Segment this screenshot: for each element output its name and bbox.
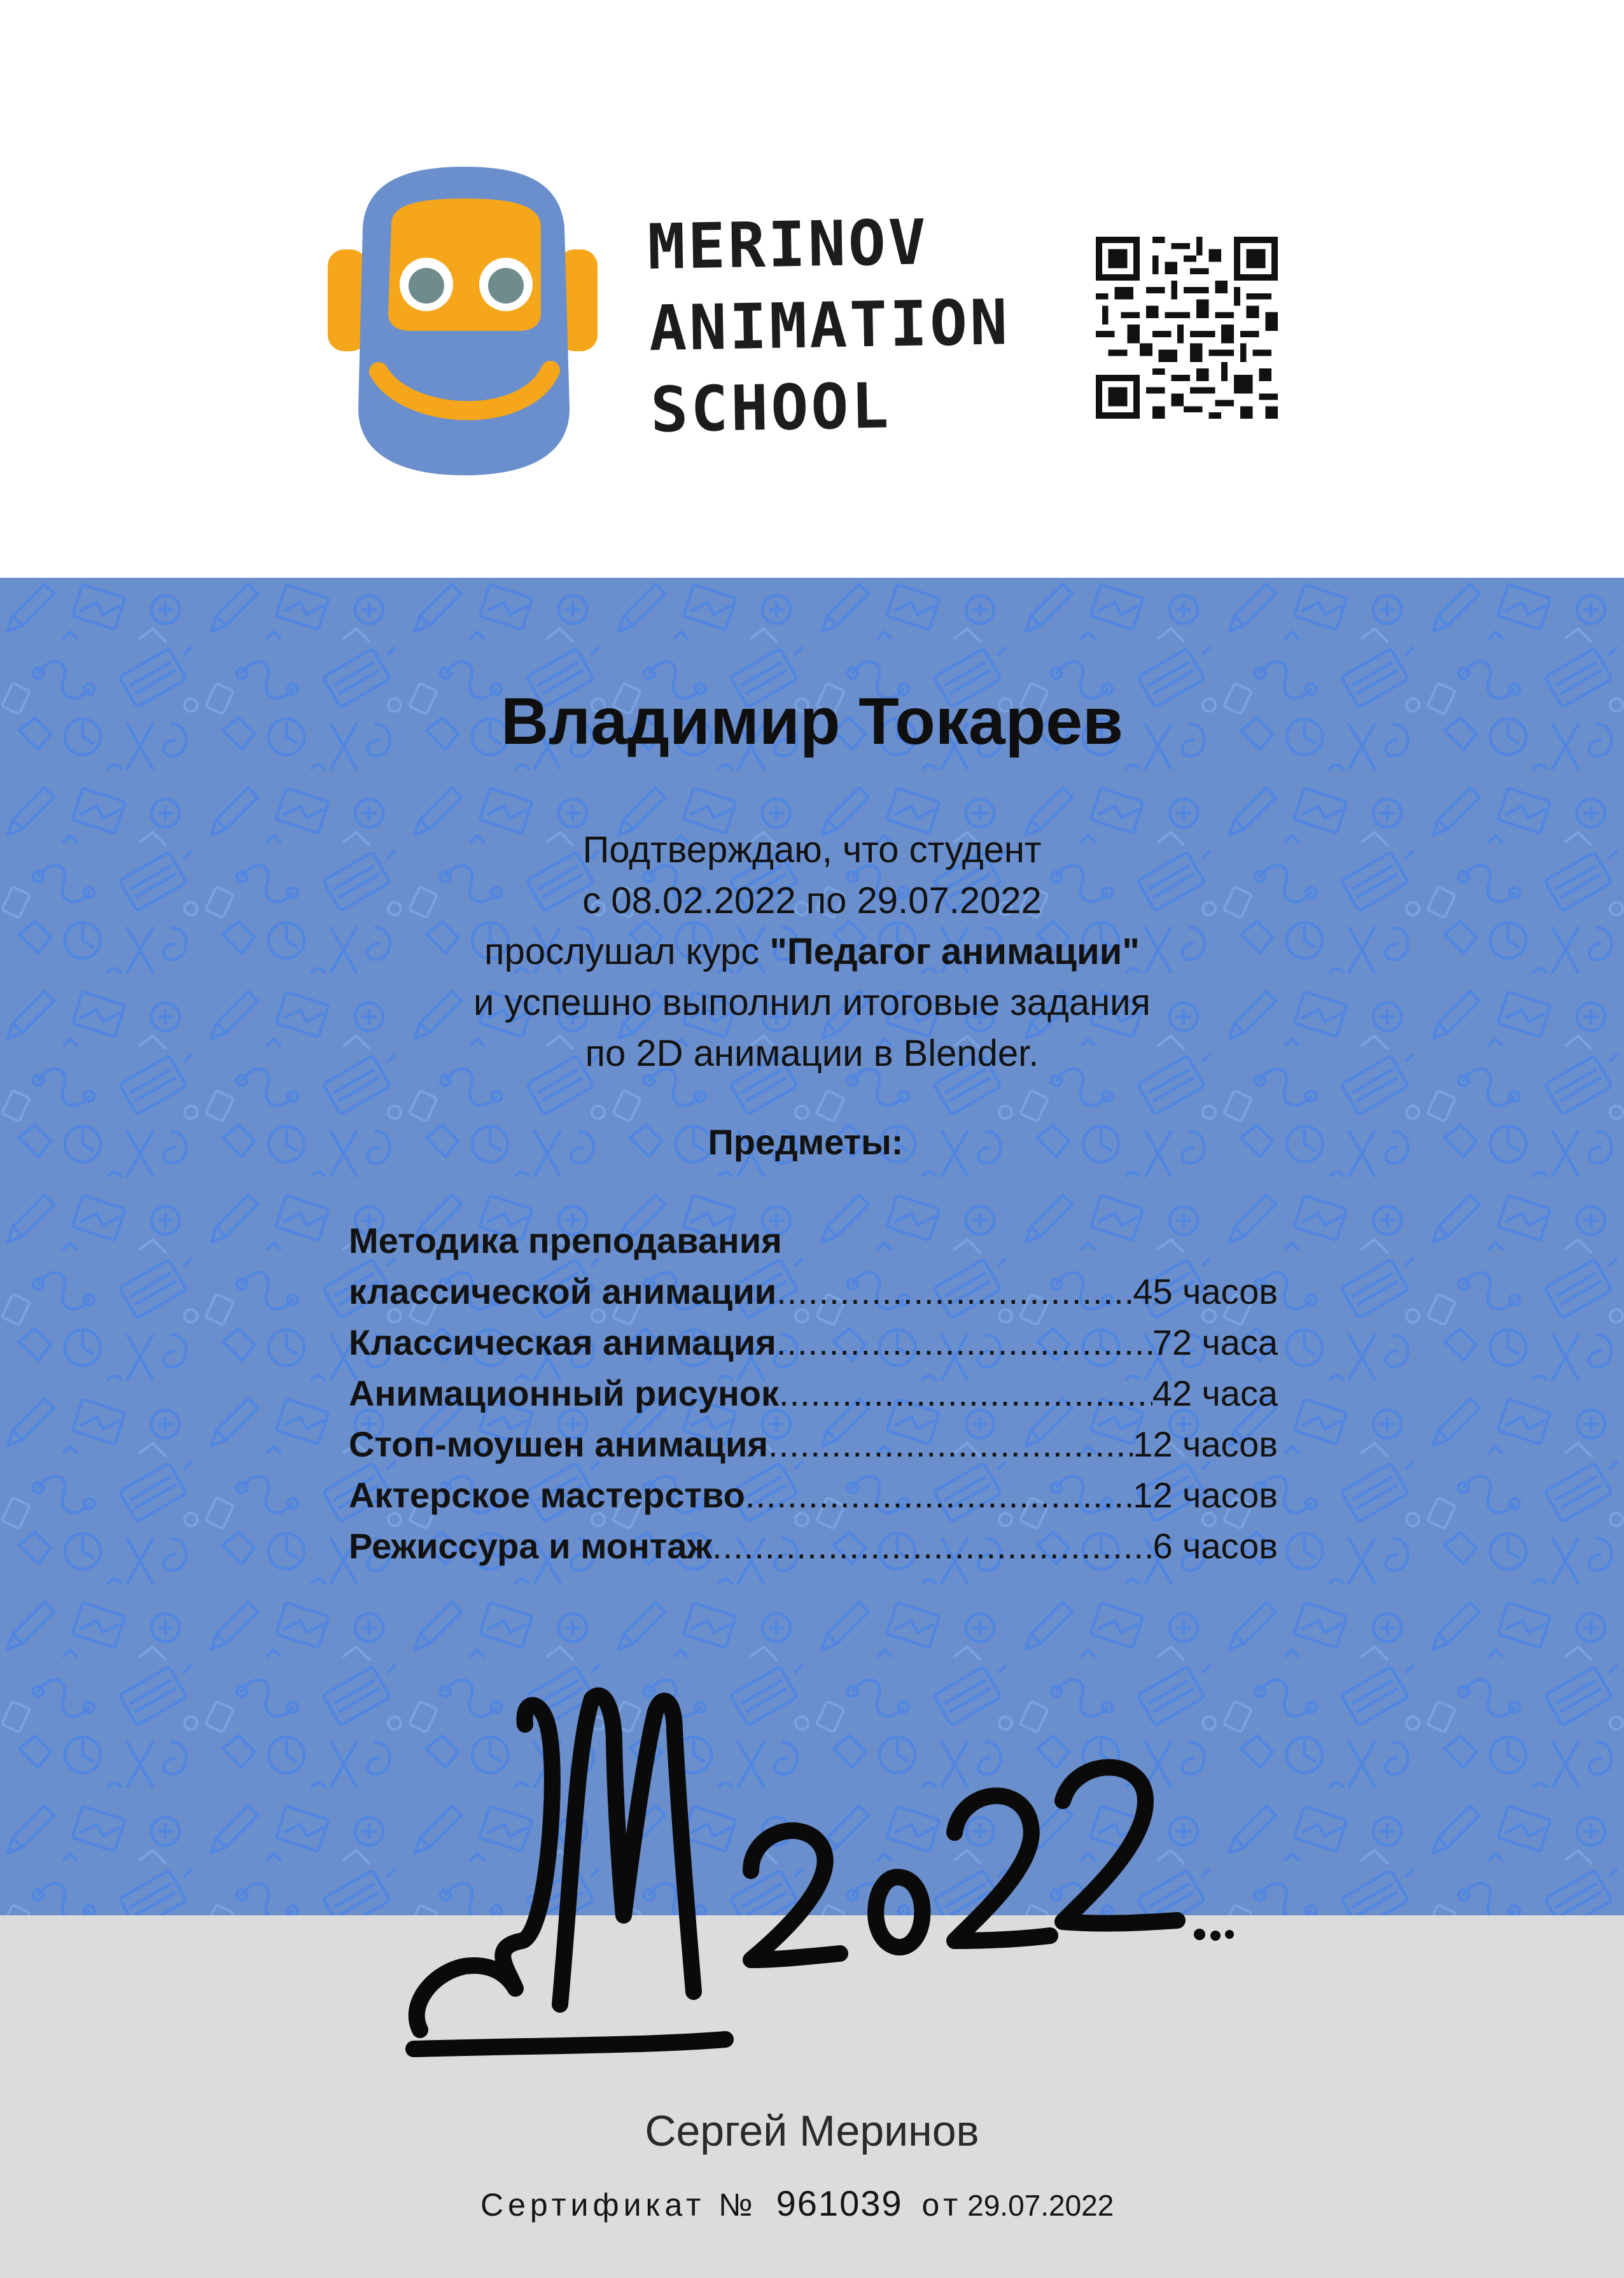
certificate-date: 29.07.2022 (967, 2189, 1114, 2222)
certificate-number: 961039 (776, 2183, 903, 2223)
subject-row (349, 1521, 1278, 1572)
mascot-logo-icon (328, 167, 598, 475)
dot-leader (776, 1266, 1133, 1317)
handwritten-signature (395, 1674, 1285, 2081)
dot-leader (712, 1521, 1152, 1572)
subject-name: Режиссура и монтаж (349, 1526, 713, 1566)
subject-hours: 12 часов (1133, 1424, 1278, 1464)
statement-course-line (0, 926, 1624, 977)
certificate-statement (0, 825, 1624, 1079)
certificate-label: Сертификат № (480, 2187, 757, 2223)
subject-row (349, 1317, 1278, 1368)
subject-name: Актерское мастерство (349, 1475, 745, 1515)
subjects-heading: Предметы: (708, 1122, 904, 1162)
subject-hours: 42 часа (1152, 1373, 1278, 1413)
subject-hours: 45 часов (1133, 1271, 1278, 1311)
subject-hours: 6 часов (1152, 1526, 1278, 1566)
statement-line: Подтверждаю, что студент (582, 829, 1042, 870)
certificate-number-line (480, 2183, 1114, 2224)
dot-leader (745, 1470, 1133, 1521)
school-logo-wordmark: MERINOV ANIMATION SCHOOL (647, 206, 1011, 447)
subject-name: Классическая анимация (349, 1322, 776, 1362)
subject-row (349, 1215, 1278, 1266)
dot-leader (768, 1419, 1133, 1470)
statement-course-prefix: прослушал курс (484, 931, 770, 972)
statement-line: по 2D анимации в Blender. (585, 1033, 1039, 1074)
subject-hours: 72 часа (1152, 1322, 1278, 1362)
subject-row (349, 1368, 1278, 1419)
subject-row (349, 1470, 1278, 1521)
signer-name: Сергей Меринов (645, 2107, 979, 2155)
student-name: Владимир Токарев (501, 685, 1123, 758)
subject-hours: 12 часов (1133, 1475, 1278, 1515)
course-name: "Педагог анимации" (769, 931, 1140, 972)
qr-code-icon[interactable] (1096, 237, 1278, 419)
dot-leader (779, 1368, 1152, 1419)
dot-leader (776, 1317, 1152, 1368)
statement-dates: с 08.02.2022 по 29.07.2022 (582, 880, 1042, 921)
subject-name: Анимационный рисунок (349, 1373, 780, 1413)
statement-line: и успешно выполнил итоговые задания (473, 982, 1151, 1023)
subject-row (349, 1419, 1278, 1470)
subject-row (349, 1266, 1278, 1317)
subject-name: Стоп-моушен анимация (349, 1424, 769, 1464)
subject-name: классической анимации (349, 1271, 777, 1311)
subjects-list (349, 1215, 1278, 1572)
certificate-from-label: от (921, 2187, 963, 2223)
certificate-header (0, 0, 1624, 578)
subject-name: Методика преподавания (349, 1220, 782, 1261)
